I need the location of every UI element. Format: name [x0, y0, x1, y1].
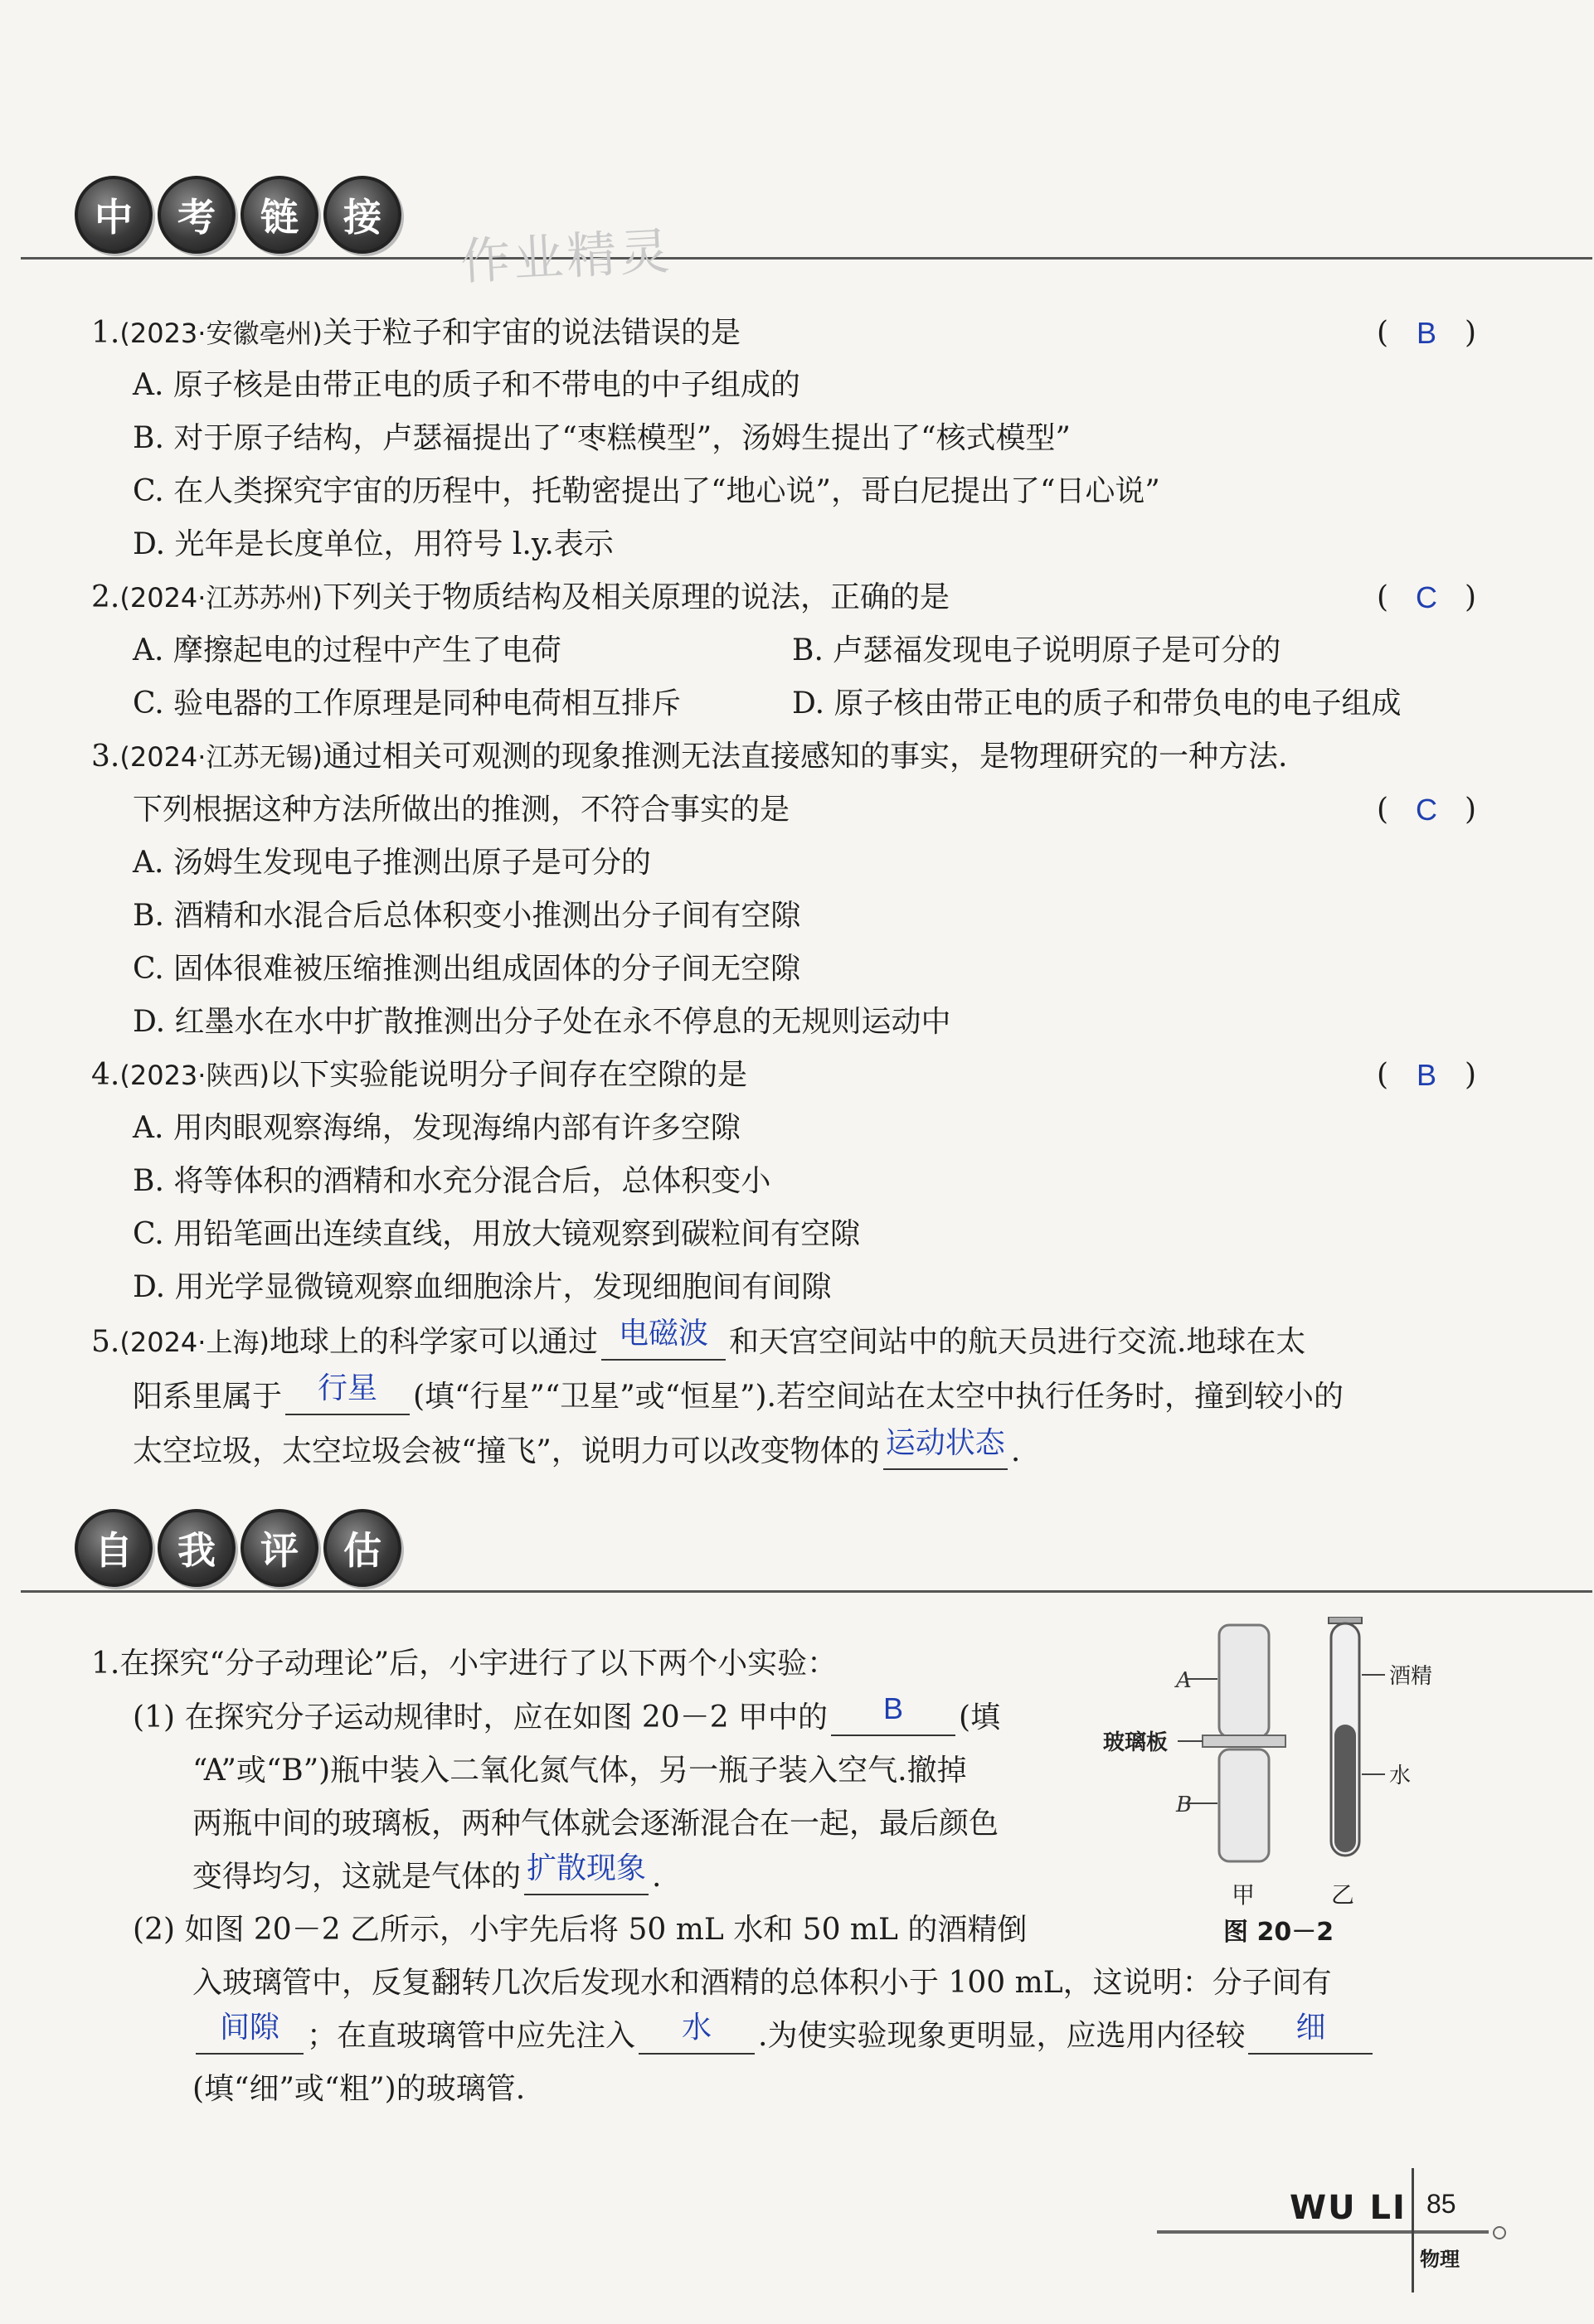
question-2-answer: ( C ) [1377, 580, 1476, 614]
header-rule [21, 257, 1592, 260]
question-1-option-a: A. 原子核是由带正电的质子和不带电的中子组成的 [133, 368, 800, 402]
section-header-self-eval [75, 1509, 1592, 1592]
question-2-option-c: C. 验电器的工作原理是同种电荷相互排斥 [133, 687, 682, 720]
eval-part2-line-1: (2) 如图 20－2 乙所示，小宇先后将 50 mL 水和 50 mL 的酒精倒 [133, 1913, 1028, 1947]
question-3-answer: ( C ) [1377, 793, 1476, 827]
footer-rule [1157, 2230, 1489, 2234]
eval-intro: 1.在探究“分子动理论”后，小宇进行了以下两个小实验： [91, 1647, 838, 1681]
question-3-option-c: C. 固体很难被压缩推测出组成固体的分子间无空隙 [133, 952, 801, 986]
figure-20-2 [1103, 1617, 1485, 1948]
label-alcohol: 酒精 [1389, 1664, 1433, 1689]
header-char: 考 [158, 176, 236, 254]
header-char: 我 [158, 1509, 236, 1587]
question-5-line-2: 阳系里属于 行星 (填“行星”“卫星”或“恒星”).若空间站在太空中执行任务时，撞到较小的 [133, 1371, 1344, 1414]
answer-blank: 运动状态 [883, 1434, 1008, 1470]
question-5-line-3: 太空垃圾，太空垃圾会被“撞飞”，说明力可以改变物体的 运动状态 . [133, 1425, 1021, 1468]
footer-divider [1412, 2168, 1414, 2292]
bottle-apparatus [1103, 1625, 1285, 1861]
question-4-option-b: B. 将等体积的酒精和水充分混合后，总体积变小 [133, 1164, 771, 1198]
eval-part2-line-2: 入玻璃管中，反复翻转几次后发现水和酒精的总体积小于 100 mL，这说明：分子间有 [192, 1966, 1332, 2000]
question-3-option-b: B. 酒精和水混合后总体积变小推测出分子间有空隙 [133, 899, 801, 933]
question-3-option-a: A. 汤姆生发现电子推测出原子是可分的 [133, 846, 651, 880]
watermark: 作业精灵 [459, 222, 674, 292]
label-water: 水 [1389, 1764, 1412, 1788]
question-3-option-d: D. 红墨水在水中扩散推测出分子处在永不停息的无规则运动中 [133, 1005, 951, 1039]
label-board: 玻璃板 [1103, 1730, 1169, 1755]
eval-part2-line-3: 间隙 ；在直玻璃管中应先注入 水 .为使实验现象更明显，应选用内径较 细 [192, 2018, 1376, 2055]
header-rule [21, 1590, 1592, 1593]
answer-blank: 间隙 [196, 2019, 304, 2055]
answer-blank: 行星 [285, 1380, 410, 1415]
eval-part1-line-1: (1) 在探究分子运动规律时，应在如图 20－2 甲中的 B (填 [133, 1691, 1001, 1735]
label-b: B [1176, 1793, 1193, 1817]
eval-part1-line-2: “A”或“B”)瓶中装入二氧化氮气体，另一瓶子装入空气.撤掉 [192, 1754, 967, 1788]
label-yi: 乙 [1331, 1881, 1355, 1909]
question-2-stem: 2.(2024·江苏苏州)下列关于物质结构及相关原理的说法，正确的是 [91, 580, 950, 614]
header-char: 自 [75, 1509, 153, 1587]
question-1-option-b: B. 对于原子结构，卢瑟福提出了“枣糕模型”，汤姆生提出了“核式模型” [133, 421, 1071, 455]
header-char: 估 [323, 1509, 401, 1587]
header-char: 中 [75, 176, 153, 254]
eval-part1-line-4: 变得均匀，这就是气体的 扩散现象 . [192, 1851, 662, 1894]
eval-part2-line-4: (填“细”或“粗”)的玻璃管. [192, 2072, 526, 2106]
figure-caption: 图 20－2 [1223, 1918, 1334, 1947]
eval-part1-line-3: 两瓶中间的玻璃板，两种气体就会逐渐混合在一起，最后颜色 [192, 1807, 999, 1841]
question-3-stem-2: 下列根据这种方法所做出的推测，不符合事实的是 [133, 793, 790, 827]
label-a: A [1176, 1668, 1192, 1693]
question-1-option-d: D. 光年是长度单位，用符号 l.y.表示 [133, 527, 614, 561]
answer-blank: B [831, 1701, 955, 1736]
glass-tube [1329, 1617, 1432, 1856]
footer-logo: WU LI [1290, 2189, 1407, 2227]
answer-blank: 扩散现象 [524, 1860, 649, 1895]
section-header-zhongkao [75, 176, 1592, 259]
label-jia: 甲 [1232, 1881, 1256, 1909]
header-char: 链 [241, 176, 318, 254]
answer-blank: 电磁波 [601, 1325, 726, 1361]
question-4-option-d: D. 用光学显微镜观察血细胞涂片，发现细胞间有间隙 [133, 1270, 832, 1304]
question-4-option-c: C. 用铅笔画出连续直线，用放大镜观察到碳粒间有空隙 [133, 1217, 861, 1251]
footer-dot [1493, 2226, 1506, 2239]
answer-blank: 细 [1248, 2019, 1373, 2055]
question-4-stem: 4.(2023·陕西)以下实验能说明分子间存在空隙的是 [91, 1058, 747, 1092]
question-4-answer: ( B ) [1377, 1058, 1476, 1092]
question-1-option-c: C. 在人类探究宇宙的历程中，托勒密提出了“地心说”，哥白尼提出了“日心说” [133, 474, 1160, 508]
question-2-option-a: A. 摩擦起电的过程中产生了电荷 [133, 633, 561, 667]
page-number: 85 [1426, 2189, 1456, 2219]
question-5-line-1: 5.(2024·上海)地球上的科学家可以通过 电磁波 和天宫空间站中的航天员进行交流.地球在太 [91, 1316, 1306, 1359]
question-2-option-b: B. 卢瑟福发现电子说明原子是可分的 [792, 633, 1281, 667]
footer-subject: 物理 [1420, 2248, 1460, 2271]
question-2-option-d: D. 原子核由带正电的质子和带负电的电子组成 [792, 687, 1402, 720]
question-1-stem: 1.(2023·安徽亳州)关于粒子和宇宙的说法错误的是 [91, 316, 741, 350]
header-char: 评 [241, 1509, 318, 1587]
header-char: 接 [323, 176, 401, 254]
answer-blank: 水 [639, 2019, 755, 2055]
question-3-stem: 3.(2024·江苏无锡)通过相关可观测的现象推测无法直接感知的事实，是物理研究的一种方法. [91, 740, 1288, 774]
question-1-answer: ( B ) [1377, 316, 1476, 350]
question-4-option-a: A. 用肉眼观察海绵，发现海绵内部有许多空隙 [133, 1111, 741, 1145]
